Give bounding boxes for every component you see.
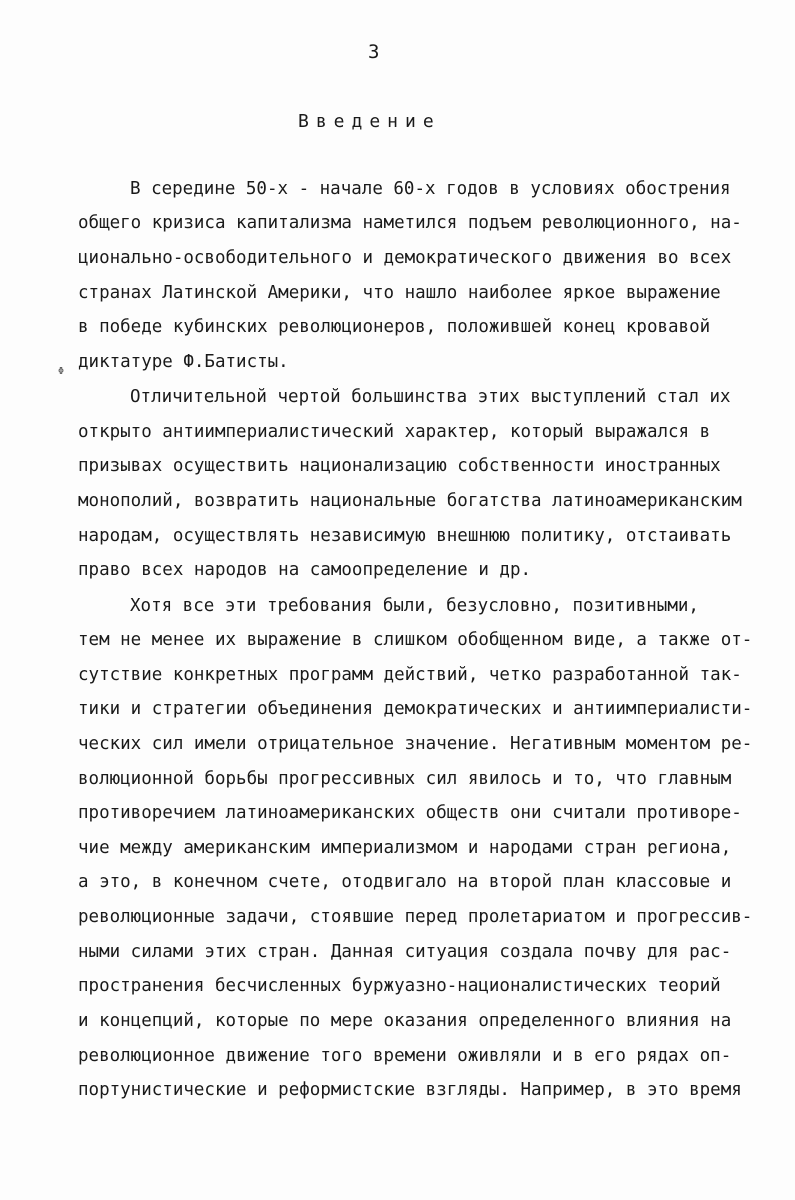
text-line: Отличительной чертой большинства этих выступлений стал их — [130, 387, 731, 407]
text-line: В середине 50-х - начале 60-х годов в условиях обострения — [130, 179, 731, 199]
text-line: право всех народов на самоопределение и др. — [78, 560, 532, 580]
text-line: революционное движение того времени оживляли и в его рядах оп- — [78, 1046, 732, 1066]
text-line: призывах осуществить национализацию собственности иностранных — [78, 456, 721, 476]
text-line: монополий, возвратить национальные богатства латиноамериканским — [78, 491, 742, 511]
section-title: Введение — [298, 111, 441, 132]
margin-mark: Φ — [58, 366, 65, 377]
text-line: волюционной борьбы прогрессивных сил явилось и то, что главным — [78, 769, 732, 789]
page-number: 3 — [368, 41, 380, 63]
text-line: странах Латинской Америки, что нашло наиболее яркое выражение — [78, 283, 721, 303]
text-line: пространения бесчисленных буржуазно-националистических теорий — [78, 976, 721, 996]
text-line: тики и стратегии объединения демократических и антиимпериалисти- — [78, 699, 753, 719]
text-line: и концепций, которые по мере оказания определенного влияния на — [78, 1011, 732, 1031]
text-line: ционально-освободительного и демократического движения во всех — [78, 248, 732, 268]
text-line: народам, осуществлять независимую внешнюю политику, отстаивать — [78, 526, 732, 546]
text-line: чие между американским империализмом и народами стран региона, — [78, 838, 732, 858]
text-line: противоречием латиноамериканских обществ они считали противоре- — [78, 803, 742, 823]
text-line: революционные задачи, стоявшие перед пролетариатом и прогрессив- — [78, 907, 753, 927]
text-line: диктатуре Ф.Батисты. — [78, 352, 289, 372]
text-line: ческих сил имели отрицательное значение. Негативным моментом ре- — [78, 734, 753, 754]
text-line: в победе кубинских революционеров, положившей конец кровавой — [78, 317, 711, 337]
text-line: ными силами этих стран. Данная ситуация создала почву для рас- — [78, 942, 732, 962]
text-line: открыто антиимпериалистический характер, который выражался в — [78, 422, 711, 442]
text-line: портунистические и реформистские взгляды. Например, в это время — [78, 1080, 742, 1100]
text-line: общего кризиса капитализма наметился подъем революционного, на- — [78, 213, 742, 233]
text-line: а это, в конечном счете, отодвигало на второй план классовые и — [78, 872, 732, 892]
text-line: Хотя все эти требования были, безусловно, позитивными, — [130, 596, 699, 616]
text-line: сутствие конкретных программ действий, четко разработанной так- — [78, 665, 742, 685]
text-line: тем не менее их выражение в слишком обобщенном виде, а также от- — [78, 630, 753, 650]
